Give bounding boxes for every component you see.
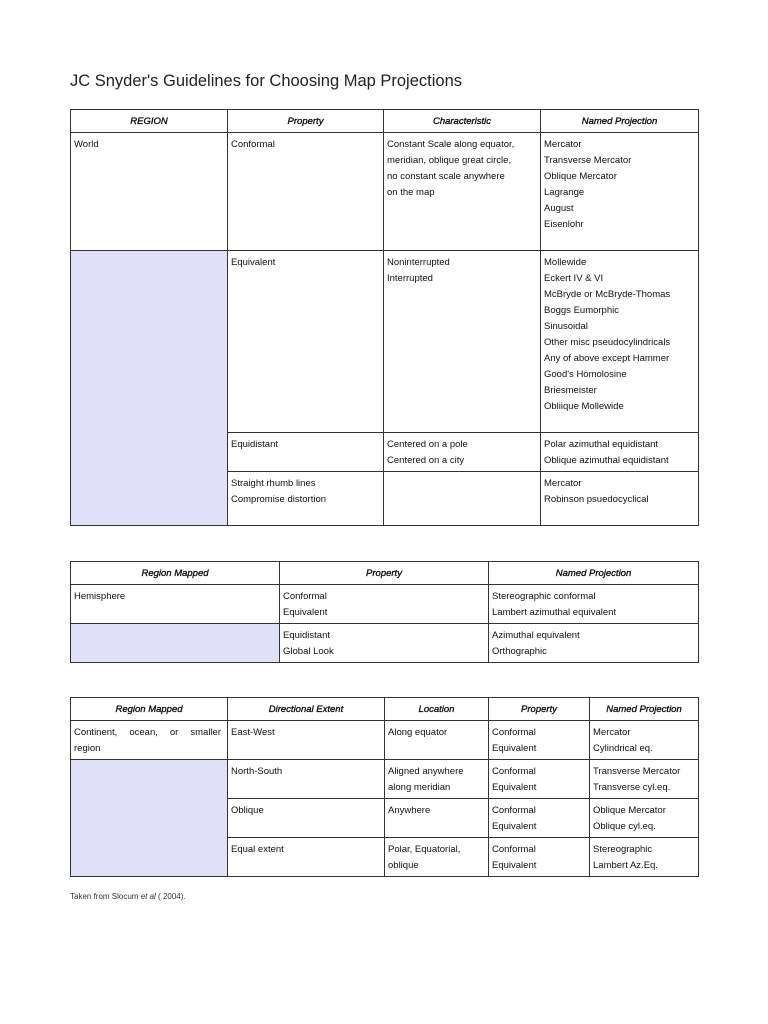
projection-name: Azimuthal equivalent	[492, 630, 580, 641]
projection-cell	[489, 624, 699, 663]
footnote-year: ( 2004).	[155, 892, 186, 901]
projection-name: Lambert azimuthal equivalent	[492, 607, 617, 618]
projection-name: Orthographic	[492, 646, 547, 657]
property-label: Compromise distortion	[231, 494, 327, 505]
region-cell-shaded	[71, 624, 280, 663]
location-label: along meridian	[388, 782, 451, 793]
extent-cell	[228, 838, 385, 877]
projection-name: Boggs Eumorphic	[544, 305, 619, 316]
cell-text: meridian, oblique great circle,	[387, 155, 512, 166]
property-label: Equivalent	[231, 257, 276, 268]
region-cell	[71, 721, 228, 760]
projection-name: Stereographic conformal	[492, 591, 596, 602]
projection-name: McBryde or McBryde-Thomas	[544, 289, 671, 300]
projection-name: Briesmeister	[544, 385, 597, 396]
projection-name: Polar azimuthal equidistant	[544, 439, 659, 450]
extent-label: Oblique	[231, 805, 264, 816]
projection-name: Good's Homolosine	[544, 369, 627, 380]
extent-label: East-West	[231, 727, 275, 738]
table-header-row	[71, 562, 699, 585]
region-cell	[71, 585, 280, 624]
projection-name: Mercator	[544, 478, 582, 489]
projection-name: Any of above except Hammer	[544, 353, 670, 364]
cell-text: Centered on a city	[387, 455, 465, 466]
location-cell	[385, 721, 489, 760]
extent-label: North-South	[231, 766, 283, 777]
extent-label: Equal extent	[231, 844, 284, 855]
region-cell-shaded	[71, 760, 228, 877]
world-projections-table	[70, 109, 699, 526]
characteristic-cell	[384, 251, 541, 433]
projection-name: Sinusoidal	[544, 321, 588, 332]
property-label: Equivalent	[492, 821, 537, 832]
region-label: Hemisphere	[74, 591, 126, 602]
projection-name: Lagrange	[544, 187, 585, 198]
property-label: Conformal	[231, 139, 275, 150]
column-header: Location	[385, 698, 489, 721]
cell-text: on the map	[387, 187, 435, 198]
property-label: Equivalent	[492, 860, 537, 871]
projection-name: Mollewide	[544, 257, 587, 268]
table-row	[71, 251, 699, 433]
column-header: Property	[489, 698, 590, 721]
projection-cell	[489, 585, 699, 624]
location-label: Aligned anywhere	[388, 766, 464, 777]
projection-name: Transverse Mercator	[544, 155, 632, 166]
projection-cell	[541, 133, 699, 251]
property-label: Conformal	[492, 844, 536, 855]
location-label: Along equator	[388, 727, 448, 738]
property-label: Equivalent	[492, 782, 537, 793]
column-header: Named Projection	[489, 562, 699, 585]
projection-name: Transverse cyl.eq.	[593, 782, 671, 793]
location-label: oblique	[388, 860, 419, 871]
property-cell	[489, 721, 590, 760]
column-header: Region Mapped	[71, 562, 280, 585]
property-cell	[228, 433, 384, 472]
cell-text: Constant Scale along equator,	[387, 139, 515, 150]
cell-text: Noninterrupted	[387, 257, 450, 268]
region-cell-shaded	[71, 251, 228, 526]
projection-name: Other misc pseudocylindricals	[544, 337, 671, 348]
footnote-italic: et al	[140, 892, 156, 901]
property-cell	[280, 624, 489, 663]
extent-cell	[228, 760, 385, 799]
projection-name: Eisenlohr	[544, 219, 584, 230]
property-cell	[228, 251, 384, 433]
column-header: REGION	[71, 110, 228, 133]
property-label: Global Look	[283, 646, 334, 657]
property-label: Equidistant	[231, 439, 279, 450]
location-cell	[385, 838, 489, 877]
projection-name: Lambert Az.Eq.	[593, 860, 658, 871]
projection-name: August	[544, 203, 574, 214]
projection-cell	[541, 472, 699, 526]
property-label: Conformal	[283, 591, 327, 602]
table-row	[71, 133, 699, 251]
cell-text: Interrupted	[387, 273, 433, 284]
region-label: World	[74, 139, 99, 150]
column-header: Directional Extent	[228, 698, 385, 721]
characteristic-cell	[384, 472, 541, 526]
table-header-row	[71, 110, 699, 133]
page-title: JC Snyder's Guidelines for Choosing Map Projections	[70, 72, 463, 90]
projection-name: Transverse Mercator	[593, 766, 681, 777]
characteristic-cell	[384, 433, 541, 472]
property-label: Equivalent	[492, 743, 537, 754]
table-header-row	[71, 698, 699, 721]
projection-name: Mercator	[593, 727, 631, 738]
property-cell	[489, 838, 590, 877]
property-cell	[489, 760, 590, 799]
characteristic-cell	[384, 133, 541, 251]
column-header: Named Projection	[541, 110, 699, 133]
table-row	[71, 721, 699, 760]
extent-cell	[228, 721, 385, 760]
column-header: Property	[228, 110, 384, 133]
continent-projections-table	[70, 697, 699, 877]
table-row	[71, 760, 699, 799]
projection-cell	[590, 721, 699, 760]
property-label: Conformal	[492, 727, 536, 738]
property-label: Equidistant	[283, 630, 331, 641]
projection-name: Oblique cyl.eq.	[593, 821, 656, 832]
projection-cell	[590, 799, 699, 838]
cell-text: no constant scale anywhere	[387, 171, 505, 182]
projection-name: Oblique Mercator	[593, 805, 666, 816]
projection-cell	[541, 433, 699, 472]
table-row	[71, 624, 699, 663]
projection-cell	[541, 251, 699, 433]
column-header: Named Projection	[590, 698, 699, 721]
region-label: region	[74, 743, 101, 754]
projection-name: Eckert IV & VI	[544, 273, 604, 284]
region-cell	[71, 133, 228, 251]
projection-cell	[590, 838, 699, 877]
source-footnote	[70, 892, 186, 901]
footnote-text: Taken from Slocum	[70, 892, 141, 901]
projection-name: Oblique Mercator	[544, 171, 617, 182]
projection-cell	[590, 760, 699, 799]
projection-name: Obliique Mollewide	[544, 401, 624, 412]
projection-name: Mercator	[544, 139, 582, 150]
cell-text: Centered on a pole	[387, 439, 468, 450]
location-cell	[385, 760, 489, 799]
location-label: Polar, Equatorial,	[388, 844, 461, 855]
table-row	[71, 585, 699, 624]
property-label: Conformal	[492, 766, 536, 777]
property-label: Conformal	[492, 805, 536, 816]
location-cell	[385, 799, 489, 838]
property-cell	[228, 472, 384, 526]
hemisphere-projections-table	[70, 561, 699, 663]
extent-cell	[228, 799, 385, 838]
property-cell	[228, 133, 384, 251]
property-cell	[489, 799, 590, 838]
property-cell	[280, 585, 489, 624]
property-label: Straight rhumb lines	[231, 478, 316, 489]
column-header: Region Mapped	[71, 698, 228, 721]
region-label: Continent, ocean, or smaller	[74, 727, 221, 738]
location-label: Anywhere	[388, 805, 431, 816]
projection-name: Cylindrical eq.	[593, 743, 653, 754]
property-label: Equivalent	[283, 607, 328, 618]
projection-name: Stereographic	[593, 844, 653, 855]
column-header: Characteristic	[384, 110, 541, 133]
projection-name: Oblique azimuthal equidistant	[544, 455, 669, 466]
projection-name: Robinson psuedocyclical	[544, 494, 649, 505]
column-header: Property	[280, 562, 489, 585]
